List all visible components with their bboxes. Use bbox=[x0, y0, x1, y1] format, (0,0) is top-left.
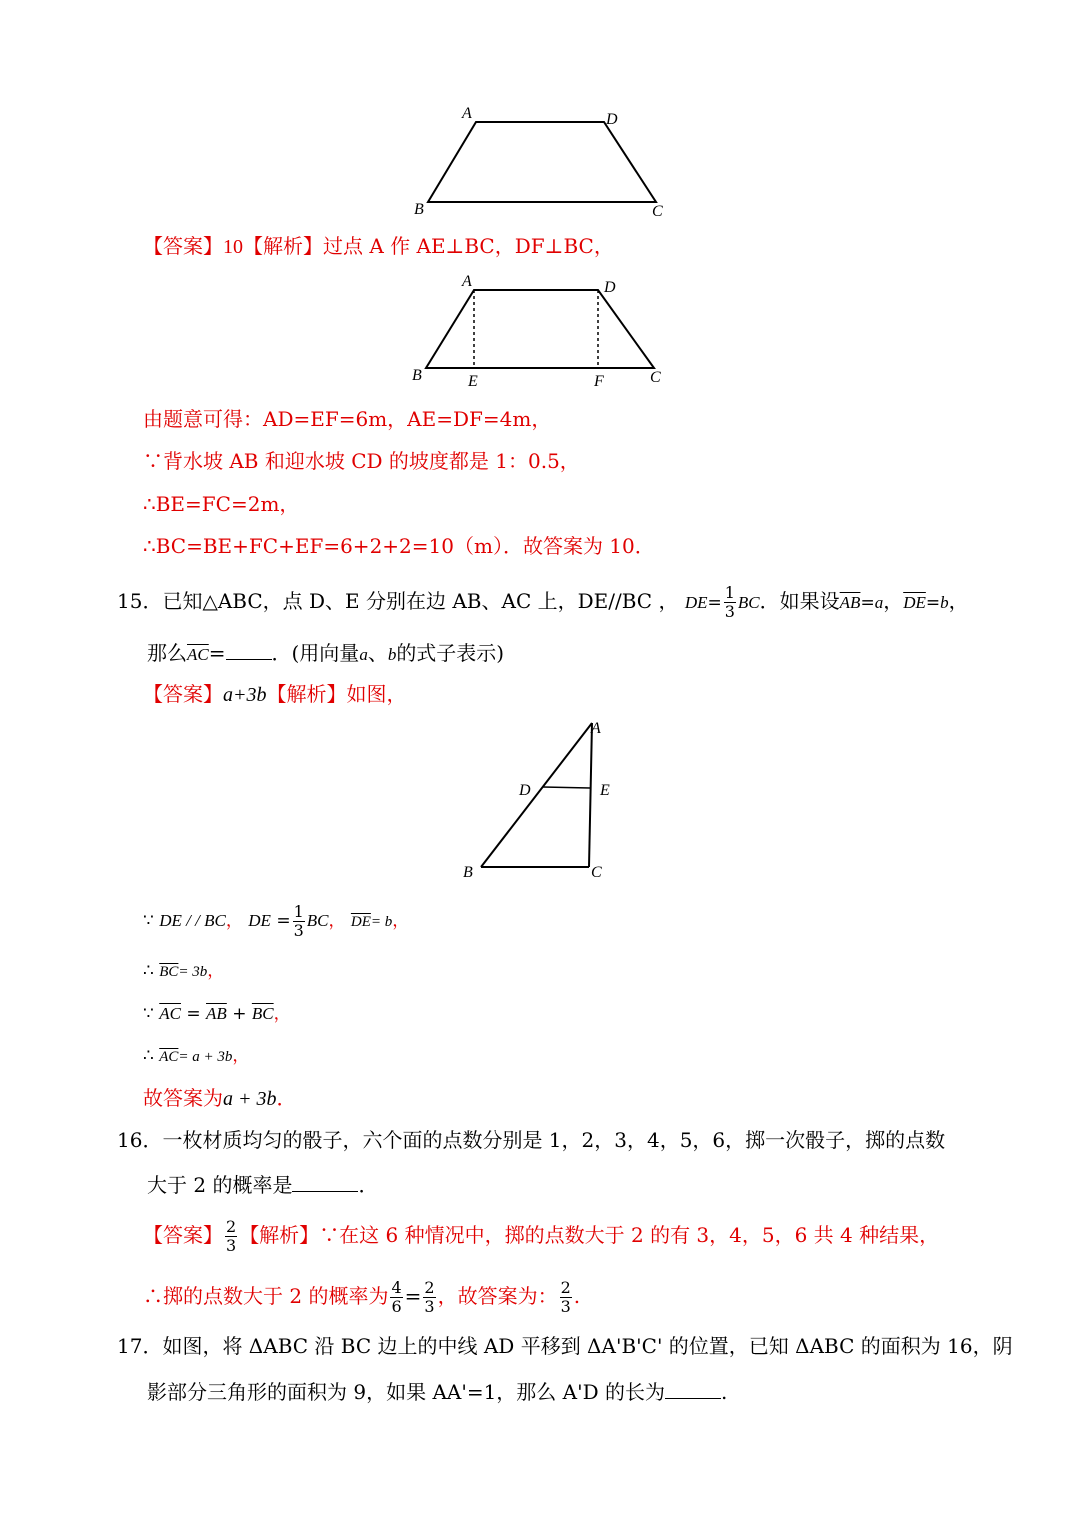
because-symbol: ∵ bbox=[143, 1004, 154, 1024]
answer-tag: 【答案】 bbox=[143, 1223, 223, 1247]
step4-rhs: = a + 3b bbox=[178, 1049, 233, 1065]
step3-vector-ac: $\overline{AC}$ bbox=[159, 1004, 181, 1023]
segment-de bbox=[543, 787, 590, 788]
frac2-num: 2 bbox=[424, 1278, 435, 1297]
q15-frac-num: 1 bbox=[724, 583, 735, 602]
answer-frac-num: 2 bbox=[226, 1217, 237, 1236]
step2-text-b: ，故答案为： bbox=[437, 1284, 558, 1308]
trapezoid-shape bbox=[428, 122, 656, 202]
step2-fraction-2 bbox=[423, 1279, 435, 1316]
step2-end: ， bbox=[207, 961, 225, 981]
step2-text: ∴掷的点数大于 2 的概率为 bbox=[143, 1284, 389, 1308]
step1-rhs: = b bbox=[370, 914, 393, 930]
answer-fraction bbox=[225, 1218, 237, 1255]
figure-trapezoid-heights bbox=[400, 268, 680, 393]
q15-line2-a: 那么 bbox=[147, 641, 187, 665]
q15-eq-a: = bbox=[860, 593, 875, 613]
frac2-den: 3 bbox=[424, 1297, 435, 1316]
q15-comma-1: ， bbox=[883, 589, 904, 613]
q15-line2-eq: = bbox=[208, 641, 226, 665]
label-c: C bbox=[591, 864, 602, 881]
q17-line-2 bbox=[147, 1376, 727, 1406]
side-ac bbox=[589, 723, 592, 867]
q15-vector-ab: $\overline{AB}$ bbox=[839, 593, 861, 612]
q15-line2-c: 的式子表示) bbox=[396, 641, 505, 665]
q14-step-3: ∴BE=FC=2m， bbox=[143, 492, 300, 516]
q16-answer-blank[interactable] bbox=[292, 1169, 358, 1192]
step4-vector-ac: $\overline{AC}$ bbox=[159, 1049, 179, 1065]
q15-answer-line bbox=[143, 680, 407, 709]
q15-vector-a: a bbox=[874, 593, 884, 612]
q15-va: a bbox=[359, 645, 368, 664]
q15-eq-b: = bbox=[925, 593, 941, 613]
q15-step-3 bbox=[143, 1000, 291, 1028]
label-a: A bbox=[591, 720, 601, 737]
q15-number: 15． bbox=[117, 589, 163, 613]
step1-parallel: DE / / BC bbox=[159, 911, 226, 930]
q16-text-2: 大于 2 的概率是 bbox=[147, 1173, 293, 1197]
label-c: C bbox=[652, 203, 663, 220]
label-d: D bbox=[604, 279, 616, 296]
q15-vector-de: $\overline{DE}$ bbox=[903, 593, 926, 612]
q15-eq: = bbox=[707, 593, 722, 613]
step3-vector-ab: $\overline{AB}$ bbox=[206, 1004, 227, 1023]
step1-de: DE bbox=[248, 911, 271, 930]
label-f: F bbox=[594, 373, 604, 390]
q15-text-b: ．如果设 bbox=[759, 589, 840, 613]
side-ab bbox=[481, 723, 592, 867]
q16-number: 16． bbox=[117, 1128, 163, 1152]
answer-tag: 【答案】 bbox=[143, 682, 223, 706]
step3-vector-bc: $\overline{BC}$ bbox=[251, 1004, 274, 1023]
q15-frac-den: 3 bbox=[724, 602, 735, 621]
q16-answer-line bbox=[143, 1218, 939, 1255]
label-d: D bbox=[606, 111, 618, 128]
step3-end: ， bbox=[273, 1004, 291, 1024]
frac1-num: 4 bbox=[391, 1278, 402, 1297]
step2-fraction-3 bbox=[560, 1279, 572, 1316]
step1-frac-num: 1 bbox=[293, 902, 304, 921]
q15-line2-b: ．(用向量 bbox=[271, 641, 360, 665]
q16-line-2 bbox=[147, 1169, 378, 1199]
q15-sep: 、 bbox=[367, 641, 388, 665]
q15-vector-ac: $\overline{AC}$ bbox=[187, 645, 209, 664]
frac3-num: 2 bbox=[560, 1278, 571, 1297]
q17-text-2: 影部分三角形的面积为 9，如果 AA'=1，那么 A'D 的长为 bbox=[147, 1380, 665, 1404]
step1-comma-2: ， bbox=[328, 911, 346, 931]
q15-answer-blank[interactable] bbox=[226, 637, 272, 660]
q16-line-1 bbox=[117, 1126, 945, 1154]
q14-answer-line bbox=[143, 232, 614, 261]
step1-fraction bbox=[293, 903, 305, 940]
q17-number: 17． bbox=[117, 1334, 163, 1358]
analysis-tag: 【解析】 bbox=[239, 1223, 320, 1247]
answer-value: 10 bbox=[223, 236, 243, 258]
q17-answer-blank[interactable] bbox=[665, 1376, 721, 1399]
q16-step-2 bbox=[143, 1279, 580, 1316]
trapezoid-shape-2 bbox=[426, 290, 654, 368]
q15-step-1 bbox=[143, 903, 409, 940]
step2-end: . bbox=[573, 1284, 581, 1308]
q15-bc: BC bbox=[737, 593, 760, 612]
q17-text-end: . bbox=[721, 1380, 728, 1404]
q17-text-1: 如图，将 ΔABC 沿 BC 边上的中线 AD 平移到 ΔA'B'C' 的位置，已知 ΔABC 的面积为 16，阴 bbox=[162, 1334, 1013, 1358]
answer-value: a+3b bbox=[223, 684, 267, 706]
because-symbol: ∵ bbox=[143, 911, 154, 931]
q15-vb: b bbox=[387, 645, 397, 664]
q15-de: DE bbox=[684, 593, 708, 612]
step3-plus: + bbox=[232, 1004, 247, 1024]
step1-bc: BC bbox=[306, 911, 329, 930]
step4-end: ， bbox=[232, 1046, 250, 1066]
q15-line-2 bbox=[147, 637, 504, 669]
q14-step-4: ∴BC=BE+FC+EF=6+2+2=10（m）．故答案为 10． bbox=[143, 534, 655, 558]
q14-step-2: ∵背水坡 AB 和迎水坡 CD 的坡度都是 1：0.5， bbox=[143, 449, 580, 473]
step1-frac-den: 3 bbox=[293, 921, 304, 940]
frac3-den: 3 bbox=[560, 1297, 571, 1316]
figure-trapezoid bbox=[400, 100, 680, 225]
q15-comma-2: ， bbox=[948, 589, 969, 613]
q15-final-line bbox=[143, 1084, 297, 1113]
label-a: A bbox=[462, 273, 472, 290]
figure-triangle bbox=[455, 715, 625, 885]
label-e: E bbox=[468, 373, 478, 390]
analysis-intro: 过点 A 作 AE⊥BC，DF⊥BC， bbox=[323, 234, 614, 258]
q15-step-2 bbox=[143, 957, 224, 986]
analysis-tag: 【解析】 bbox=[266, 682, 347, 706]
final-text: 故答案为 bbox=[143, 1086, 223, 1110]
q17-line-1 bbox=[117, 1332, 1013, 1360]
label-b: B bbox=[414, 201, 424, 218]
label-d: D bbox=[519, 782, 531, 799]
analysis-intro: 如图， bbox=[346, 682, 407, 706]
final-end: ． bbox=[276, 1086, 297, 1110]
q16-text-1: 一枚材质均匀的骰子，六个面的点数分别是 1，2，3，4，5，6，掷一次骰子，掷的点数 bbox=[162, 1128, 946, 1152]
answer-tag: 【答案】 bbox=[143, 234, 223, 258]
answer-frac-den: 3 bbox=[226, 1236, 237, 1255]
frac1-den: 6 bbox=[391, 1297, 402, 1316]
step1-comma: ， bbox=[225, 911, 243, 931]
q15-step-4 bbox=[143, 1042, 249, 1071]
step1-eq: = bbox=[276, 911, 291, 931]
therefore-symbol: ∴ bbox=[143, 1046, 154, 1066]
step1-end: ， bbox=[392, 911, 410, 931]
step2-vector-bc: $\overline{BC}$ bbox=[159, 964, 179, 980]
step2-fraction-1 bbox=[390, 1279, 402, 1316]
q16-text-end: ． bbox=[358, 1173, 379, 1197]
q15-fraction bbox=[724, 584, 736, 621]
q15-line-1 bbox=[117, 584, 969, 621]
therefore-symbol: ∴ bbox=[143, 961, 154, 981]
step1-vector-de: $\overline{DE}$ bbox=[350, 914, 371, 930]
final-value: a + 3b bbox=[223, 1088, 277, 1110]
step3-eq: = bbox=[186, 1004, 201, 1024]
analysis-tag: 【解析】 bbox=[243, 234, 323, 258]
q15-text-a: 已知△ABC，点 D、E 分别在边 AB、AC 上，DE//BC ， bbox=[162, 589, 679, 613]
label-b: B bbox=[463, 864, 473, 881]
step2-rhs: = 3b bbox=[178, 964, 208, 980]
label-a: A bbox=[462, 105, 472, 122]
q15-vector-b: b bbox=[940, 593, 949, 612]
analysis-text: ∵在这 6 种情况中，掷的点数大于 2 的有 3，4，5，6 共 4 种结果， bbox=[319, 1223, 940, 1247]
label-c: C bbox=[650, 369, 661, 386]
label-e: E bbox=[600, 782, 610, 799]
q14-step-1: 由题意可得：AD=EF=6m，AE=DF=4m， bbox=[143, 407, 552, 431]
label-b: B bbox=[412, 367, 422, 384]
step2-eq: = bbox=[404, 1284, 422, 1308]
